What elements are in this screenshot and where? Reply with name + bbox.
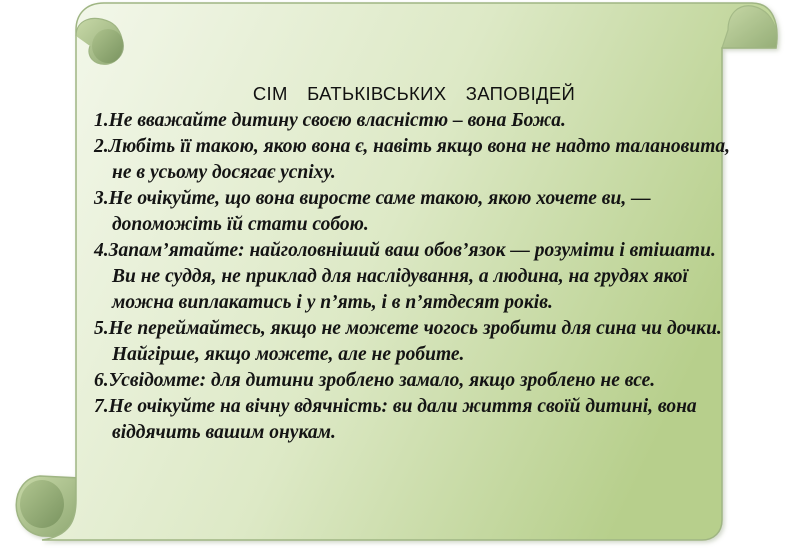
commandments-list — [94, 108, 734, 446]
list-item: 2.Любіть її такою, якою вона є, навіть якщо вона не надто талановита, не в усьому досягає успіху. — [94, 136, 730, 183]
list-item: 1.Не вважайте дитину своєю власністю – вона Божа. — [94, 110, 566, 131]
list-item: 3.Не очікуйте, що вона виросте саме такою, якою хочете ви, — допоможіть їй стати собою. — [94, 188, 651, 235]
top-roll-inner — [92, 29, 124, 63]
list-item: 6.Усвідомте: для дитини зроблено замало, якщо зроблено не все. — [94, 370, 656, 391]
list-item: 5.Не переймайтесь, якщо не можете чогось зробити для сина чи дочки. Найгірше, якщо можете, але не робите. — [94, 318, 722, 365]
list-item: 4.Запам’ятайте: найголовніший ваш обов’язок — розуміти і втішати. Ви не суддя, не приклад для наслідування, а людина, на грудях якої можна виплакатись і у п’ять, і в п’ятдесят років. — [94, 240, 716, 313]
bottom-roll-inner — [20, 480, 64, 528]
page-title: СІМ БАТЬКІВСЬКИХ ЗАПОВІДЕЙ — [252, 83, 576, 104]
commandments-text — [94, 82, 734, 446]
list-item: 7.Не очікуйте на вічну вдячність: ви дали життя своїй дитині, вона віддячить вашим онукам. — [94, 396, 697, 443]
